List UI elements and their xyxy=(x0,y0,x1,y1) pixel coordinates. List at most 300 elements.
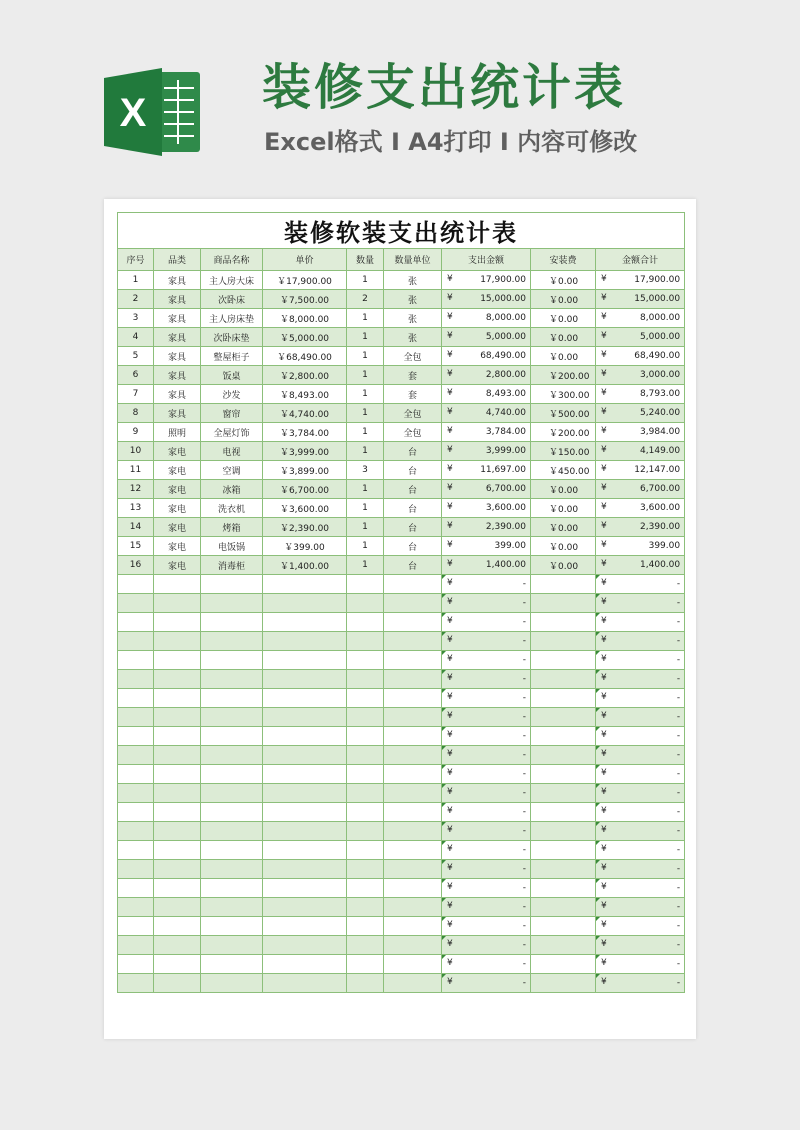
empty-cell[interactable] xyxy=(347,822,384,841)
empty-cell[interactable] xyxy=(154,670,201,689)
cell-unit[interactable]: 台 xyxy=(384,442,442,461)
cell-unit-price[interactable]: ￥17,900.00 xyxy=(263,271,347,290)
cell-unit[interactable]: 张 xyxy=(384,309,442,328)
empty-cell[interactable] xyxy=(384,822,442,841)
cell-category[interactable]: 家电 xyxy=(154,556,201,575)
empty-cell[interactable] xyxy=(201,974,263,993)
empty-cell[interactable] xyxy=(596,822,685,841)
cell-total-amount[interactable] xyxy=(596,423,685,442)
cell-unit[interactable]: 套 xyxy=(384,385,442,404)
empty-cell[interactable] xyxy=(384,879,442,898)
empty-cell[interactable] xyxy=(384,860,442,879)
empty-cell[interactable] xyxy=(347,936,384,955)
empty-cell[interactable] xyxy=(263,594,347,613)
empty-cell[interactable] xyxy=(347,917,384,936)
empty-cell[interactable] xyxy=(384,651,442,670)
cell-seq[interactable]: 9 xyxy=(118,423,154,442)
empty-cell[interactable] xyxy=(118,765,154,784)
cell-expense-amount[interactable] xyxy=(442,328,531,347)
cell-unit-price[interactable]: ￥8,493.00 xyxy=(263,385,347,404)
empty-cell[interactable] xyxy=(442,936,531,955)
empty-cell[interactable] xyxy=(531,651,596,670)
cell-expense-amount[interactable] xyxy=(442,518,531,537)
empty-cell[interactable] xyxy=(347,784,384,803)
empty-cell[interactable] xyxy=(263,974,347,993)
cell-quantity[interactable]: 1 xyxy=(347,404,384,423)
empty-cell[interactable] xyxy=(263,632,347,651)
empty-cell[interactable] xyxy=(263,955,347,974)
cell-category[interactable]: 家电 xyxy=(154,442,201,461)
empty-cell[interactable] xyxy=(154,898,201,917)
empty-cell[interactable] xyxy=(347,651,384,670)
empty-cell[interactable] xyxy=(347,860,384,879)
cell-seq[interactable]: 5 xyxy=(118,347,154,366)
empty-cell[interactable] xyxy=(201,955,263,974)
empty-cell[interactable] xyxy=(118,841,154,860)
empty-cell[interactable] xyxy=(384,917,442,936)
cell-unit-price[interactable]: ￥4,740.00 xyxy=(263,404,347,423)
empty-cell[interactable] xyxy=(154,594,201,613)
cell-expense-amount[interactable] xyxy=(442,556,531,575)
empty-cell[interactable] xyxy=(596,689,685,708)
empty-cell[interactable] xyxy=(596,936,685,955)
empty-cell[interactable] xyxy=(201,917,263,936)
cell-seq[interactable]: 15 xyxy=(118,537,154,556)
cell-total-amount[interactable] xyxy=(596,385,685,404)
empty-cell[interactable] xyxy=(154,955,201,974)
empty-cell[interactable] xyxy=(263,746,347,765)
empty-cell[interactable] xyxy=(118,860,154,879)
empty-cell[interactable] xyxy=(118,727,154,746)
empty-cell[interactable] xyxy=(531,841,596,860)
empty-cell[interactable] xyxy=(201,746,263,765)
cell-unit[interactable]: 台 xyxy=(384,480,442,499)
empty-cell[interactable] xyxy=(201,689,263,708)
empty-cell[interactable] xyxy=(154,632,201,651)
empty-cell[interactable] xyxy=(531,860,596,879)
empty-cell[interactable] xyxy=(596,632,685,651)
empty-cell[interactable] xyxy=(201,670,263,689)
cell-item-name[interactable]: 洗衣机 xyxy=(201,499,263,518)
cell-category[interactable]: 家具 xyxy=(154,347,201,366)
empty-cell[interactable] xyxy=(154,841,201,860)
empty-cell[interactable] xyxy=(384,803,442,822)
empty-cell[interactable] xyxy=(384,765,442,784)
empty-cell[interactable] xyxy=(442,860,531,879)
empty-cell[interactable] xyxy=(118,594,154,613)
cell-install-fee[interactable]: ￥0.00 xyxy=(531,480,596,499)
empty-cell[interactable] xyxy=(596,974,685,993)
empty-cell[interactable] xyxy=(263,822,347,841)
cell-expense-amount[interactable] xyxy=(442,366,531,385)
empty-cell[interactable] xyxy=(347,955,384,974)
empty-cell[interactable] xyxy=(347,765,384,784)
cell-quantity[interactable]: 1 xyxy=(347,442,384,461)
cell-unit-price[interactable]: ￥3,899.00 xyxy=(263,461,347,480)
empty-cell[interactable] xyxy=(118,670,154,689)
cell-expense-amount[interactable] xyxy=(442,404,531,423)
cell-seq[interactable]: 8 xyxy=(118,404,154,423)
cell-item-name[interactable]: 全屋灯饰 xyxy=(201,423,263,442)
empty-cell[interactable] xyxy=(531,822,596,841)
empty-cell[interactable] xyxy=(347,974,384,993)
cell-install-fee[interactable]: ￥0.00 xyxy=(531,347,596,366)
empty-cell[interactable] xyxy=(201,651,263,670)
cell-unit-price[interactable]: ￥3,999.00 xyxy=(263,442,347,461)
cell-expense-amount[interactable] xyxy=(442,461,531,480)
empty-cell[interactable] xyxy=(442,708,531,727)
empty-cell[interactable] xyxy=(154,879,201,898)
empty-cell[interactable] xyxy=(118,746,154,765)
empty-cell[interactable] xyxy=(596,708,685,727)
empty-cell[interactable] xyxy=(442,594,531,613)
cell-total-amount[interactable] xyxy=(596,404,685,423)
cell-item-name[interactable]: 次卧床 xyxy=(201,290,263,309)
empty-cell[interactable] xyxy=(442,651,531,670)
cell-seq[interactable]: 4 xyxy=(118,328,154,347)
empty-cell[interactable] xyxy=(384,727,442,746)
empty-cell[interactable] xyxy=(201,575,263,594)
cell-quantity[interactable]: 1 xyxy=(347,385,384,404)
empty-cell[interactable] xyxy=(596,613,685,632)
cell-category[interactable]: 家具 xyxy=(154,309,201,328)
cell-unit[interactable]: 全包 xyxy=(384,347,442,366)
cell-unit-price[interactable]: ￥68,490.00 xyxy=(263,347,347,366)
empty-cell[interactable] xyxy=(442,822,531,841)
empty-cell[interactable] xyxy=(596,860,685,879)
cell-total-amount[interactable] xyxy=(596,271,685,290)
cell-item-name[interactable]: 饭桌 xyxy=(201,366,263,385)
cell-install-fee[interactable]: ￥0.00 xyxy=(531,309,596,328)
empty-cell[interactable] xyxy=(154,974,201,993)
cell-total-amount[interactable] xyxy=(596,556,685,575)
empty-cell[interactable] xyxy=(442,841,531,860)
empty-cell[interactable] xyxy=(596,746,685,765)
empty-cell[interactable] xyxy=(154,784,201,803)
empty-cell[interactable] xyxy=(201,879,263,898)
cell-expense-amount[interactable] xyxy=(442,499,531,518)
cell-item-name[interactable]: 烤箱 xyxy=(201,518,263,537)
cell-total-amount[interactable] xyxy=(596,347,685,366)
empty-cell[interactable] xyxy=(154,651,201,670)
cell-seq[interactable]: 1 xyxy=(118,271,154,290)
cell-category[interactable]: 家电 xyxy=(154,480,201,499)
empty-cell[interactable] xyxy=(154,746,201,765)
cell-category[interactable]: 家电 xyxy=(154,518,201,537)
empty-cell[interactable] xyxy=(154,613,201,632)
cell-unit[interactable]: 台 xyxy=(384,556,442,575)
cell-item-name[interactable]: 冰箱 xyxy=(201,480,263,499)
cell-total-amount[interactable] xyxy=(596,366,685,385)
empty-cell[interactable] xyxy=(118,613,154,632)
cell-category[interactable]: 家具 xyxy=(154,328,201,347)
cell-install-fee[interactable]: ￥0.00 xyxy=(531,328,596,347)
cell-unit-price[interactable]: ￥2,800.00 xyxy=(263,366,347,385)
cell-category[interactable]: 家具 xyxy=(154,366,201,385)
empty-cell[interactable] xyxy=(596,651,685,670)
cell-install-fee[interactable]: ￥500.00 xyxy=(531,404,596,423)
empty-cell[interactable] xyxy=(531,708,596,727)
empty-cell[interactable] xyxy=(531,784,596,803)
cell-quantity[interactable]: 1 xyxy=(347,366,384,385)
cell-quantity[interactable]: 2 xyxy=(347,290,384,309)
cell-seq[interactable]: 7 xyxy=(118,385,154,404)
empty-cell[interactable] xyxy=(201,784,263,803)
empty-cell[interactable] xyxy=(531,955,596,974)
cell-unit-price[interactable]: ￥3,600.00 xyxy=(263,499,347,518)
empty-cell[interactable] xyxy=(531,613,596,632)
cell-category[interactable]: 家电 xyxy=(154,499,201,518)
cell-seq[interactable]: 13 xyxy=(118,499,154,518)
cell-quantity[interactable]: 1 xyxy=(347,271,384,290)
empty-cell[interactable] xyxy=(531,898,596,917)
cell-install-fee[interactable]: ￥200.00 xyxy=(531,423,596,442)
cell-category[interactable]: 照明 xyxy=(154,423,201,442)
empty-cell[interactable] xyxy=(154,727,201,746)
empty-cell[interactable] xyxy=(442,898,531,917)
cell-unit[interactable]: 全包 xyxy=(384,423,442,442)
cell-item-name[interactable]: 沙发 xyxy=(201,385,263,404)
cell-total-amount[interactable] xyxy=(596,309,685,328)
empty-cell[interactable] xyxy=(118,651,154,670)
empty-cell[interactable] xyxy=(531,689,596,708)
empty-cell[interactable] xyxy=(154,936,201,955)
empty-cell[interactable] xyxy=(118,689,154,708)
empty-cell[interactable] xyxy=(347,670,384,689)
empty-cell[interactable] xyxy=(118,898,154,917)
cell-quantity[interactable]: 1 xyxy=(347,480,384,499)
empty-cell[interactable] xyxy=(201,898,263,917)
empty-cell[interactable] xyxy=(384,632,442,651)
empty-cell[interactable] xyxy=(531,727,596,746)
empty-cell[interactable] xyxy=(118,784,154,803)
cell-total-amount[interactable] xyxy=(596,480,685,499)
cell-item-name[interactable]: 主人房大床 xyxy=(201,271,263,290)
empty-cell[interactable] xyxy=(596,765,685,784)
empty-cell[interactable] xyxy=(596,727,685,746)
cell-install-fee[interactable]: ￥450.00 xyxy=(531,461,596,480)
cell-item-name[interactable]: 整屋柜子 xyxy=(201,347,263,366)
empty-cell[interactable] xyxy=(442,879,531,898)
cell-seq[interactable]: 16 xyxy=(118,556,154,575)
empty-cell[interactable] xyxy=(263,936,347,955)
empty-cell[interactable] xyxy=(263,898,347,917)
empty-cell[interactable] xyxy=(596,841,685,860)
cell-seq[interactable]: 6 xyxy=(118,366,154,385)
cell-item-name[interactable]: 消毒柜 xyxy=(201,556,263,575)
cell-total-amount[interactable] xyxy=(596,328,685,347)
cell-expense-amount[interactable] xyxy=(442,347,531,366)
empty-cell[interactable] xyxy=(596,898,685,917)
empty-cell[interactable] xyxy=(263,689,347,708)
empty-cell[interactable] xyxy=(384,708,442,727)
cell-unit[interactable]: 套 xyxy=(384,366,442,385)
empty-cell[interactable] xyxy=(384,898,442,917)
empty-cell[interactable] xyxy=(347,575,384,594)
empty-cell[interactable] xyxy=(263,765,347,784)
cell-total-amount[interactable] xyxy=(596,290,685,309)
cell-total-amount[interactable] xyxy=(596,518,685,537)
empty-cell[interactable] xyxy=(442,727,531,746)
cell-expense-amount[interactable] xyxy=(442,309,531,328)
empty-cell[interactable] xyxy=(118,879,154,898)
empty-cell[interactable] xyxy=(384,613,442,632)
cell-expense-amount[interactable] xyxy=(442,271,531,290)
empty-cell[interactable] xyxy=(118,917,154,936)
cell-expense-amount[interactable] xyxy=(442,385,531,404)
empty-cell[interactable] xyxy=(384,936,442,955)
empty-cell[interactable] xyxy=(154,765,201,784)
cell-category[interactable]: 家电 xyxy=(154,461,201,480)
empty-cell[interactable] xyxy=(154,917,201,936)
cell-unit-price[interactable]: ￥1,400.00 xyxy=(263,556,347,575)
empty-cell[interactable] xyxy=(442,632,531,651)
empty-cell[interactable] xyxy=(347,613,384,632)
cell-total-amount[interactable] xyxy=(596,499,685,518)
empty-cell[interactable] xyxy=(384,594,442,613)
cell-category[interactable]: 家具 xyxy=(154,385,201,404)
cell-expense-amount[interactable] xyxy=(442,480,531,499)
empty-cell[interactable] xyxy=(347,689,384,708)
empty-cell[interactable] xyxy=(201,841,263,860)
empty-cell[interactable] xyxy=(596,670,685,689)
empty-cell[interactable] xyxy=(263,708,347,727)
cell-item-name[interactable]: 主人房床垫 xyxy=(201,309,263,328)
empty-cell[interactable] xyxy=(201,822,263,841)
empty-cell[interactable] xyxy=(596,784,685,803)
empty-cell[interactable] xyxy=(596,955,685,974)
empty-cell[interactable] xyxy=(154,803,201,822)
cell-seq[interactable]: 2 xyxy=(118,290,154,309)
cell-item-name[interactable]: 电视 xyxy=(201,442,263,461)
empty-cell[interactable] xyxy=(442,689,531,708)
empty-cell[interactable] xyxy=(442,955,531,974)
empty-cell[interactable] xyxy=(118,575,154,594)
empty-cell[interactable] xyxy=(263,917,347,936)
empty-cell[interactable] xyxy=(201,632,263,651)
cell-quantity[interactable]: 1 xyxy=(347,328,384,347)
cell-quantity[interactable]: 1 xyxy=(347,309,384,328)
cell-install-fee[interactable]: ￥200.00 xyxy=(531,366,596,385)
cell-quantity[interactable]: 1 xyxy=(347,347,384,366)
empty-cell[interactable] xyxy=(118,708,154,727)
cell-install-fee[interactable]: ￥0.00 xyxy=(531,518,596,537)
empty-cell[interactable] xyxy=(384,974,442,993)
empty-cell[interactable] xyxy=(347,898,384,917)
empty-cell[interactable] xyxy=(531,879,596,898)
cell-expense-amount[interactable] xyxy=(442,537,531,556)
empty-cell[interactable] xyxy=(201,594,263,613)
cell-quantity[interactable]: 1 xyxy=(347,499,384,518)
cell-item-name[interactable]: 窗帘 xyxy=(201,404,263,423)
empty-cell[interactable] xyxy=(263,613,347,632)
empty-cell[interactable] xyxy=(442,803,531,822)
empty-cell[interactable] xyxy=(596,917,685,936)
empty-cell[interactable] xyxy=(263,860,347,879)
empty-cell[interactable] xyxy=(201,765,263,784)
empty-cell[interactable] xyxy=(442,746,531,765)
empty-cell[interactable] xyxy=(347,841,384,860)
empty-cell[interactable] xyxy=(154,860,201,879)
empty-cell[interactable] xyxy=(442,575,531,594)
empty-cell[interactable] xyxy=(347,632,384,651)
empty-cell[interactable] xyxy=(263,879,347,898)
empty-cell[interactable] xyxy=(531,803,596,822)
cell-seq[interactable]: 14 xyxy=(118,518,154,537)
empty-cell[interactable] xyxy=(596,803,685,822)
empty-cell[interactable] xyxy=(384,955,442,974)
cell-category[interactable]: 家具 xyxy=(154,271,201,290)
empty-cell[interactable] xyxy=(201,727,263,746)
empty-cell[interactable] xyxy=(442,974,531,993)
empty-cell[interactable] xyxy=(442,917,531,936)
empty-cell[interactable] xyxy=(384,784,442,803)
cell-unit-price[interactable]: ￥399.00 xyxy=(263,537,347,556)
cell-category[interactable]: 家具 xyxy=(154,404,201,423)
empty-cell[interactable] xyxy=(347,879,384,898)
cell-quantity[interactable]: 3 xyxy=(347,461,384,480)
empty-cell[interactable] xyxy=(596,879,685,898)
cell-expense-amount[interactable] xyxy=(442,290,531,309)
empty-cell[interactable] xyxy=(263,841,347,860)
cell-unit[interactable]: 台 xyxy=(384,461,442,480)
empty-cell[interactable] xyxy=(531,670,596,689)
empty-cell[interactable] xyxy=(531,632,596,651)
cell-quantity[interactable]: 1 xyxy=(347,518,384,537)
empty-cell[interactable] xyxy=(154,708,201,727)
cell-expense-amount[interactable] xyxy=(442,442,531,461)
empty-cell[interactable] xyxy=(118,936,154,955)
empty-cell[interactable] xyxy=(442,765,531,784)
cell-unit[interactable]: 张 xyxy=(384,290,442,309)
empty-cell[interactable] xyxy=(263,670,347,689)
empty-cell[interactable] xyxy=(347,594,384,613)
empty-cell[interactable] xyxy=(154,822,201,841)
empty-cell[interactable] xyxy=(154,689,201,708)
cell-unit[interactable]: 台 xyxy=(384,537,442,556)
cell-install-fee[interactable]: ￥0.00 xyxy=(531,499,596,518)
empty-cell[interactable] xyxy=(384,575,442,594)
empty-cell[interactable] xyxy=(118,974,154,993)
cell-unit-price[interactable]: ￥3,784.00 xyxy=(263,423,347,442)
empty-cell[interactable] xyxy=(442,670,531,689)
empty-cell[interactable] xyxy=(531,575,596,594)
empty-cell[interactable] xyxy=(596,575,685,594)
empty-cell[interactable] xyxy=(347,727,384,746)
cell-total-amount[interactable] xyxy=(596,461,685,480)
empty-cell[interactable] xyxy=(347,708,384,727)
cell-install-fee[interactable]: ￥0.00 xyxy=(531,271,596,290)
empty-cell[interactable] xyxy=(384,689,442,708)
empty-cell[interactable] xyxy=(347,746,384,765)
empty-cell[interactable] xyxy=(201,803,263,822)
empty-cell[interactable] xyxy=(531,765,596,784)
empty-cell[interactable] xyxy=(531,936,596,955)
empty-cell[interactable] xyxy=(118,632,154,651)
cell-install-fee[interactable]: ￥300.00 xyxy=(531,385,596,404)
empty-cell[interactable] xyxy=(201,936,263,955)
cell-quantity[interactable]: 1 xyxy=(347,556,384,575)
empty-cell[interactable] xyxy=(442,784,531,803)
empty-cell[interactable] xyxy=(442,613,531,632)
cell-seq[interactable]: 10 xyxy=(118,442,154,461)
cell-unit-price[interactable]: ￥5,000.00 xyxy=(263,328,347,347)
cell-install-fee[interactable]: ￥0.00 xyxy=(531,290,596,309)
cell-quantity[interactable]: 1 xyxy=(347,423,384,442)
cell-seq[interactable]: 3 xyxy=(118,309,154,328)
cell-unit[interactable]: 张 xyxy=(384,328,442,347)
cell-seq[interactable]: 11 xyxy=(118,461,154,480)
